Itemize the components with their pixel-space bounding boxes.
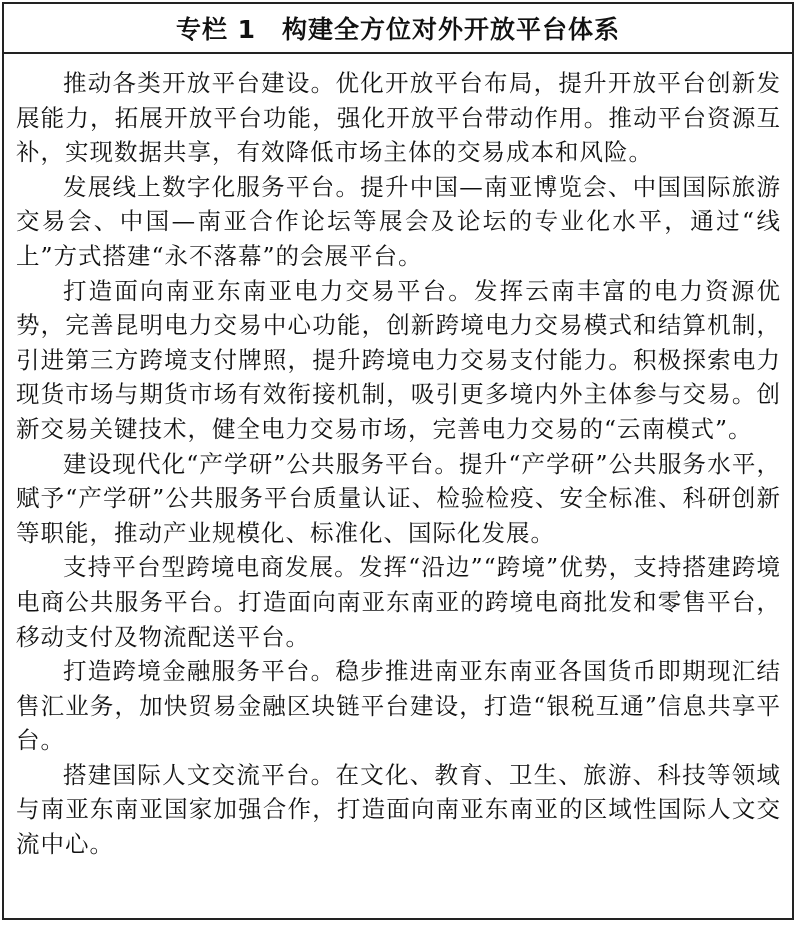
special-column-box xyxy=(2,2,794,920)
paragraph-online-digital-platform: 发展线上数字化服务平台。提升中国—南亚博览会、中国国际旅游交易会、中国—南亚合作论坛等展会及论坛的专业化水平，通过“线上”方式搭建“永不落幕”的会展平台。 xyxy=(16,172,781,270)
paragraph-cultural-exchange: 搭建国际人文交流平台。在文化、教育、卫生、旅游、科技等领域与南亚东南亚国家加强合作，打造面向南亚东南亚的区域性国际人文交流中心。 xyxy=(16,760,781,859)
paragraph-cross-border-ecommerce: 支持平台型跨境电商发展。发挥“沿边”“跨境”优势，支持搭建跨境电商公共服务平台。打造面向南亚东南亚的跨境电商批发和零售平台，移动支付及物流配送平台。 xyxy=(16,553,781,651)
box-title xyxy=(176,10,620,46)
paragraph-open-platforms: 推动各类开放平台建设。优化开放平台布局，提升开放平台创新发展能力，拓展开放平台功能，强化开放平台带动作用。推动平台资源互补，实现数据共享，有效降低市场主体的交易成本和风险。 xyxy=(16,69,781,167)
column-label: 专栏 1 xyxy=(175,15,257,44)
paragraph-power-trading-platform: 打造面向南亚东南亚电力交易平台。发挥云南丰富的电力资源优势，完善昆明电力交易中心功能，创新跨境电力交易模式和结算机制，引进第三方跨境支付牌照，提升跨境电力交易支付能力。积极探索电力现货市场与期货市场有效衔接机制，吸引更多境内外主体参与交易。创新交易关键技术，健全电力交易市场，完善电力交易的“云南模式”。 xyxy=(16,276,781,443)
column-title: 构建全方位对外开放平台体系 xyxy=(282,15,621,44)
box-header xyxy=(4,4,792,54)
paragraph-industry-research-platform: 建设现代化“产学研”公共服务平台。提升“产学研”公共服务水平，赋予“产学研”公共服务平台质量认证、检验检疫、安全标准、科研创新等职能，推动产业规模化、标准化、国际化发展。 xyxy=(16,449,781,547)
box-body xyxy=(4,54,792,862)
paragraph-cross-border-finance: 打造跨境金融服务平台。稳步推进南亚东南亚各国货币即期现汇结售汇业务，加快贸易金融区块链平台建设，打造“银税互通”信息共享平台。 xyxy=(16,657,781,755)
